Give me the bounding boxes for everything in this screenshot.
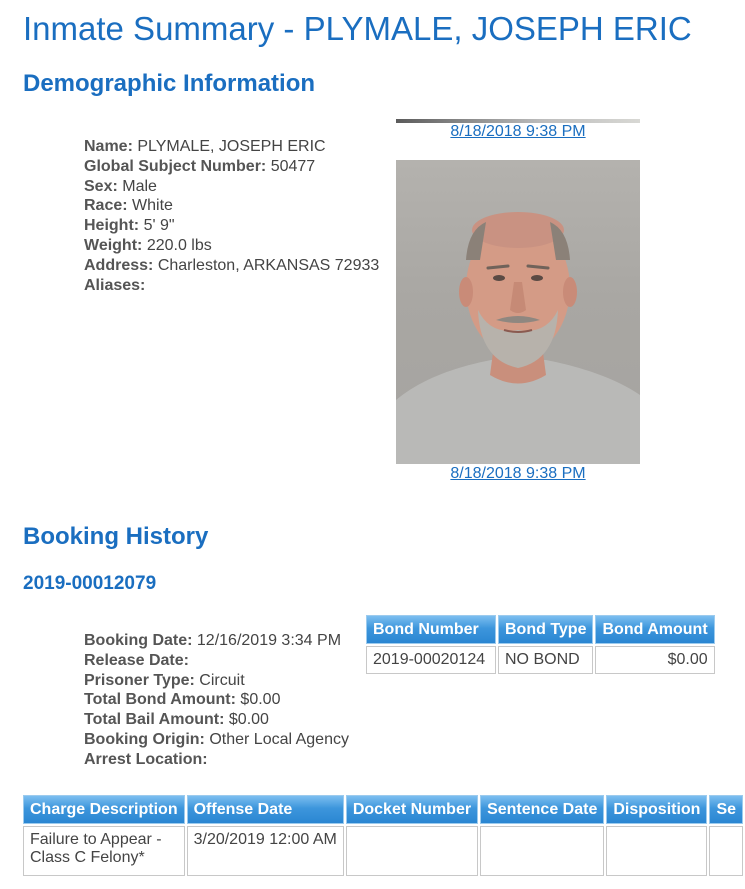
sex-row <box>84 177 379 197</box>
bond-table-header <box>366 615 715 644</box>
charge-description-cell: Failure to Appear - Class C Felony* <box>23 826 185 876</box>
height-label: Height: <box>84 217 140 235</box>
docket-number-cell <box>346 826 478 876</box>
demographic-heading: Demographic Information <box>23 70 316 97</box>
booking-date-value: 12/16/2019 3:34 PM <box>196 632 342 649</box>
bond-amount-cell: $0.00 <box>595 646 714 674</box>
aliases-label: Aliases: <box>84 276 146 294</box>
disposition-cell <box>606 826 707 876</box>
sex-value: Male <box>122 177 157 195</box>
total-bond-row <box>84 690 349 710</box>
booking-details <box>84 631 349 770</box>
charge-table-header <box>23 795 743 824</box>
photo-date-link-2[interactable]: 8/18/2018 9:38 PM <box>450 465 586 482</box>
arrest-location-row <box>84 750 349 770</box>
bond-number-header[interactable]: Bond Number <box>366 615 496 644</box>
charge-description-header[interactable]: Charge Description <box>23 795 185 824</box>
charge-table <box>21 793 745 878</box>
name-row <box>84 137 379 157</box>
photo-date-link-1[interactable]: 8/18/2018 9:38 PM <box>450 123 586 140</box>
mugshot-photo[interactable] <box>396 160 640 464</box>
height-row <box>84 216 379 236</box>
total-bond-label: Total Bond Amount: <box>84 691 236 709</box>
weight-row <box>84 236 379 256</box>
name-value: PLYMALE, JOSEPH ERIC <box>137 138 326 155</box>
bond-amount-header[interactable]: Bond Amount <box>595 615 714 644</box>
docket-number-header[interactable]: Docket Number <box>346 795 478 824</box>
booking-origin-row <box>84 730 349 750</box>
prisoner-type-row <box>84 671 349 691</box>
sentence-date-cell <box>480 826 604 876</box>
booking-origin-value: Other Local Agency <box>209 730 349 748</box>
release-date-label: Release Date: <box>84 651 189 669</box>
table-row <box>366 646 715 674</box>
offense-date-cell: 3/20/2019 12:00 AM <box>187 826 344 876</box>
address-label: Address: <box>84 256 154 274</box>
disposition-header[interactable]: Disposition <box>606 795 707 824</box>
bond-type-cell: NO BOND <box>498 646 593 674</box>
subject-number-row <box>84 157 379 177</box>
arrest-location-label: Arrest Location: <box>84 750 208 768</box>
sentence-cell <box>709 826 743 876</box>
bond-type-header[interactable]: Bond Type <box>498 615 593 644</box>
sentence-date-header[interactable]: Sentence Date <box>480 795 604 824</box>
race-label: Race: <box>84 197 128 215</box>
sentence-header-partial[interactable]: Se <box>709 795 743 824</box>
demographic-details <box>84 137 379 295</box>
weight-value: 220.0 lbs <box>146 236 212 254</box>
bond-table <box>364 613 717 676</box>
address-value: Charleston, ARKANSAS 72933 <box>157 256 380 274</box>
bond-number-cell: 2019-00020124 <box>366 646 496 674</box>
table-row <box>23 826 743 876</box>
sex-label: Sex: <box>84 177 118 195</box>
address-row <box>84 256 379 276</box>
total-bond-value: $0.00 <box>240 691 281 709</box>
mugshot-illustration <box>396 160 640 464</box>
booking-history-heading: Booking History <box>23 523 209 550</box>
total-bail-value: $0.00 <box>228 711 269 729</box>
subject-number-value: 50477 <box>270 157 316 175</box>
booking-number: 2019-00012079 <box>23 573 157 594</box>
race-row <box>84 196 379 216</box>
booking-date-row <box>84 631 349 651</box>
height-value: 5' 9" <box>143 217 175 235</box>
subject-number-label: Global Subject Number: <box>84 157 267 175</box>
race-value: White <box>132 197 173 215</box>
prisoner-type-value: Circuit <box>199 671 245 689</box>
name-label: Name: <box>84 138 133 155</box>
booking-date-label: Booking Date: <box>84 632 193 649</box>
offense-date-header[interactable]: Offense Date <box>187 795 344 824</box>
prisoner-type-label: Prisoner Type: <box>84 671 195 689</box>
total-bail-row <box>84 710 349 730</box>
booking-origin-label: Booking Origin: <box>84 730 205 748</box>
aliases-row <box>84 276 379 296</box>
total-bail-label: Total Bail Amount: <box>84 711 225 729</box>
release-date-row <box>84 651 349 671</box>
page-title: Inmate Summary - PLYMALE, JOSEPH ERIC <box>23 10 692 47</box>
weight-label: Weight: <box>84 236 143 254</box>
